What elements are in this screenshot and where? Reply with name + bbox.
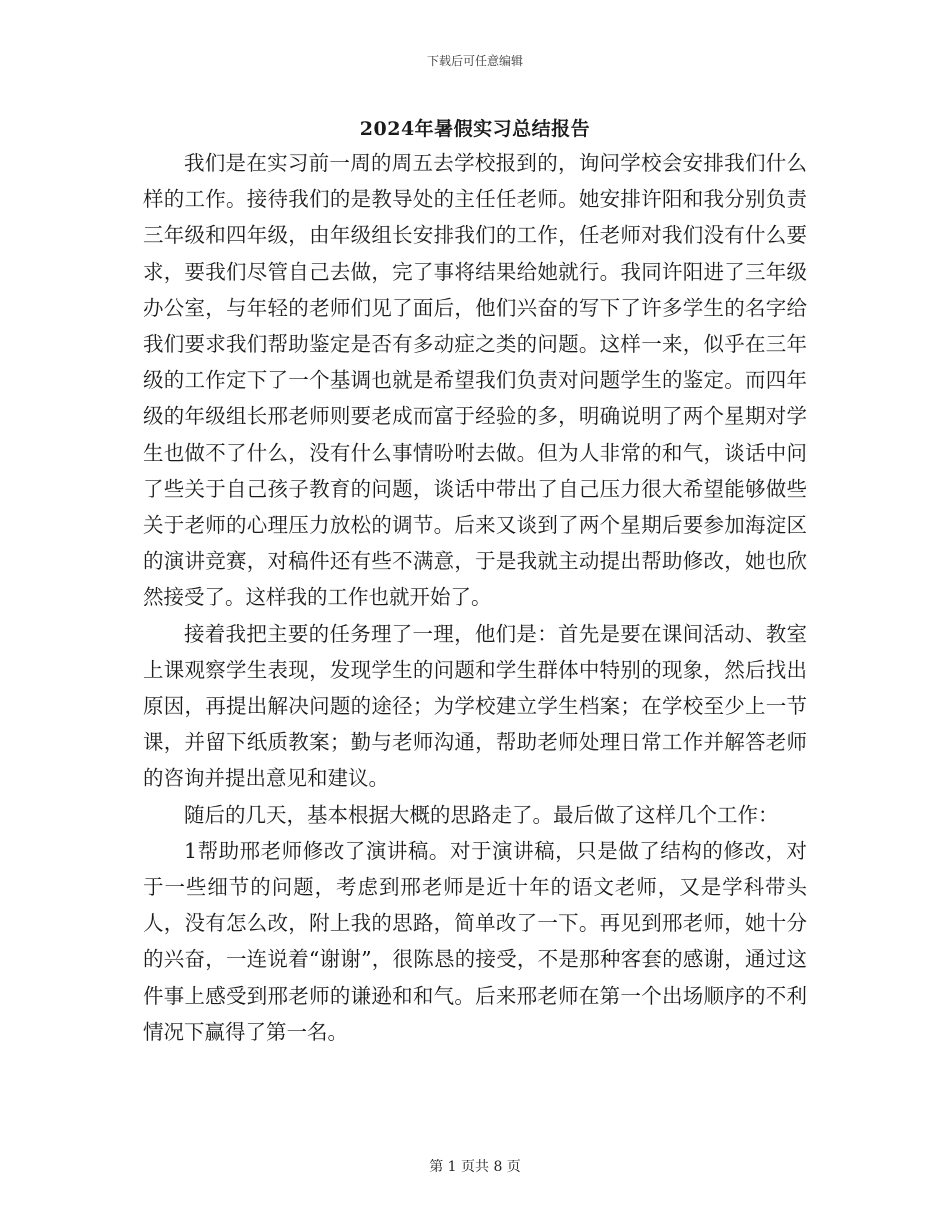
paragraph: 接着我把主要的任务理了一理，他们是：首先是要在课间活动、教室上课观察学生表现，发现学生的问题和学生群体中特别的现象，然后找出原因，再提出解决问题的途径；为学校建立学生档案；在学校至少上一节课，并留下纸质教案；勤与老师沟通，帮助老师处理日常工作并解答老师的咨询并提出意见和建议。 [143, 621, 807, 791]
paragraph: 1帮助邢老师修改了演讲稿。对于演讲稿，只是做了结构的修改，对于一些细节的问题，考虑到邢老师是近十年的语文老师，又是学科带头人，没有怎么改，附上我的思路，简单改了一下。再见到邢老师，她十分的兴奋，一连说着“谢谢”，很陈恳的接受，不是那种客套的感谢，通过这件事上感受到邢老师的谦逊和和气。后来邢老师在第一个出场顺序的不利情况下赢得了第一名。 [143, 838, 807, 1044]
page-number: 第 1 页共 8 页 [429, 1159, 521, 1175]
paragraph: 我们是在实习前一周的周五去学校报到的，询问学校会安排我们什么样的工作。接待我们的是教导处的主任任老师。她安排许阳和我分别负责三年级和四年级，由年级组长安排我们的工作，任老师对我们没有什么要求，要我们尽管自己去做，完了事将结果给她就行。我同许阳进了三年级办公室，与年轻的老师们见了面后，他们兴奋的写下了许多学生的名字给我们要求我们帮助鉴定是否有多动症之类的问题。这样一来，似乎在三年级的工作定下了一个基调也就是希望我们负责对问题学生的鉴定。而四年级的年级组长邢老师则要老成而富于经验的多，明确说明了两个星期对学生也做不了什么，没有什么事情吩咐去做。但为人非常的和气，谈话中问了些关于自己孩子教育的问题，谈话中带出了自己压力很大希望能够做些关于老师的心理压力放松的调节。后来又谈到了两个星期后要参加海淀区的演讲竞赛，对稿件还有些不满意，于是我就主动提出帮助修改，她也欣然接受了。这样我的工作也就开始了。 [143, 151, 807, 610]
paragraph: 随后的几天，基本根据大概的思路走了。最后做了这样几个工作： [184, 802, 779, 827]
document-title: 2024年暑假实习总结报告 [359, 118, 591, 140]
document-body [143, 145, 807, 1050]
header-note: 下载后可任意编辑 [426, 54, 523, 68]
